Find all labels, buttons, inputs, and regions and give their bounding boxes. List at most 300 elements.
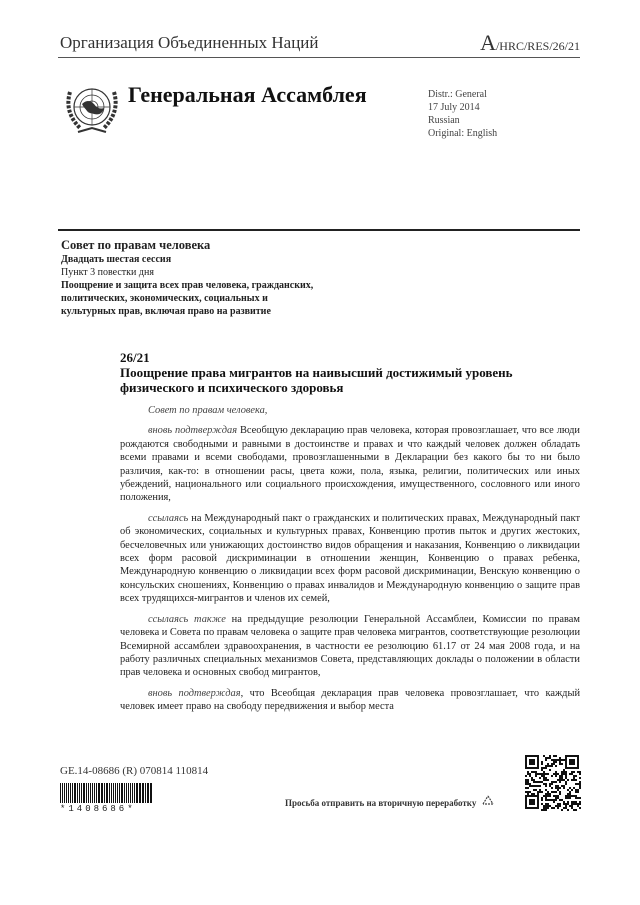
qr-module [543, 775, 545, 777]
qr-module [545, 785, 547, 787]
qr-module [545, 757, 547, 759]
qr-module [541, 773, 543, 775]
barcode-bar [92, 783, 93, 803]
resolution-title: Поощрение права мигрантов на наивысший достижимый уровень физического и психического здоровья [120, 365, 513, 395]
qr-module [575, 783, 577, 785]
qr-module [527, 771, 529, 773]
qr-module [569, 773, 571, 775]
qr-module [551, 765, 553, 767]
barcode-bar [64, 783, 65, 803]
qr-module [553, 773, 555, 775]
qr-module [539, 785, 541, 787]
paragraph [120, 424, 580, 504]
qr-module [573, 771, 575, 773]
qr-module [571, 801, 573, 803]
symbol-rest: /HRC/RES/26/21 [495, 39, 580, 53]
qr-module [547, 793, 549, 795]
barcode-bar [142, 783, 144, 803]
qr-module [573, 777, 575, 779]
qr-module [569, 797, 571, 799]
barcode-bar [130, 783, 132, 803]
qr-module [553, 801, 555, 803]
qr-module [553, 759, 555, 761]
qr-module [577, 797, 579, 799]
qr-module [537, 785, 539, 787]
qr-module [535, 785, 537, 787]
qr-module [573, 803, 575, 805]
resolution-heading [120, 350, 560, 395]
paragraph [120, 613, 580, 680]
paragraph [120, 512, 580, 606]
qr-module [531, 777, 533, 779]
qr-module [531, 779, 533, 781]
qr-module [545, 807, 547, 809]
qr-module [579, 773, 581, 775]
qr-module [531, 771, 533, 773]
agenda-topic: Поощрение и защита всех прав человека, гражданских, политических, экономических, социальных и культурных прав, включая право на развитие [61, 280, 314, 317]
barcode-bar [136, 783, 138, 803]
qr-module [545, 795, 547, 797]
qr-module [555, 787, 557, 789]
barcode-bar [119, 783, 120, 803]
barcode-bar [94, 783, 96, 803]
qr-module [547, 763, 549, 765]
qr-module [571, 779, 573, 781]
barcode-bar [74, 783, 76, 803]
qr-module [557, 789, 559, 791]
barcode-bar [98, 783, 100, 803]
qr-module [579, 783, 581, 785]
qr-module [557, 803, 559, 805]
qr-module [545, 767, 547, 769]
qr-module [547, 773, 549, 775]
barcode-bar [66, 783, 67, 803]
qr-module [545, 783, 547, 785]
qr-module [557, 805, 559, 807]
qr-module [579, 803, 581, 805]
qr-module [541, 781, 543, 783]
qr-module [547, 799, 549, 801]
paragraph-text: , что Всеобщая декларация прав человека провозглашает, что каждый человек имеет право на свободу передвижения и выбор места [120, 687, 581, 713]
qr-module [545, 789, 547, 791]
qr-module [551, 759, 553, 761]
qr-module [541, 775, 543, 777]
qr-module [573, 801, 575, 803]
qr-module [575, 797, 577, 799]
qr-module [565, 805, 567, 807]
qr-module [533, 793, 535, 795]
qr-module [539, 777, 541, 779]
qr-module [541, 797, 543, 799]
qr-module [543, 771, 545, 773]
qr-module [525, 787, 527, 789]
qr-module [579, 781, 581, 783]
qr-module [567, 809, 569, 811]
qr-module [543, 805, 545, 807]
qr-module [561, 771, 563, 773]
qr-module [575, 795, 577, 797]
qr-module [569, 791, 571, 793]
qr-module [527, 793, 529, 795]
qr-module [555, 785, 557, 787]
qr-module [535, 771, 537, 773]
agenda-item: Пункт 3 повестки дня [61, 267, 154, 278]
qr-module [559, 777, 561, 779]
paragraph [120, 687, 580, 714]
resolution-number: 26/21 [120, 350, 150, 365]
qr-module [545, 797, 547, 799]
qr-module [559, 793, 561, 795]
qr-module [575, 779, 577, 781]
barcode-bar [101, 783, 102, 803]
qr-module [579, 785, 581, 787]
qr-module [545, 805, 547, 807]
qr-module [533, 789, 535, 791]
qr-module [545, 759, 547, 761]
qr-module [547, 779, 549, 781]
qr-module [563, 769, 565, 771]
qr-module [561, 779, 563, 781]
qr-module [567, 779, 569, 781]
qr-module [559, 779, 561, 781]
qr-module [545, 793, 547, 795]
qr-module [539, 773, 541, 775]
barcode-bar [60, 783, 61, 803]
qr-module [527, 791, 529, 793]
qr-module [531, 785, 533, 787]
qr-module [573, 775, 575, 777]
qr-module [567, 801, 569, 803]
organization-name: Организация Объединенных Наций [60, 33, 319, 52]
paragraph-text: на Международный пакт о гражданских и политических правах, Международный пакт об экономических, социальных и культурных правах, Конвенцию против пыток и других жестоких, бесчеловечных или унижающих достоинство видов обращения и наказания, Конвенцию о ликвидации всех форм расовой дискриминации в отношении женщин, Конвенцию о правах ребенка, Международную конвенцию о ликвидации всех форм расовой дискриминации, Венскую конвенцию о консульских сношениях, Конвенцию о правах инвалидов и Международную конвенцию о защите прав всех трудящихся-мигрантов и членов их семей, [120, 512, 580, 605]
qr-module [541, 769, 543, 771]
qr-module [555, 771, 557, 773]
qr-module [577, 789, 579, 791]
un-emblem [60, 80, 124, 138]
barcode-bar [117, 783, 118, 803]
qr-module [533, 785, 535, 787]
qr-module [529, 791, 531, 793]
qr-module [531, 793, 533, 795]
qr-module [545, 777, 547, 779]
qr-module [555, 775, 557, 777]
qr-module [553, 807, 555, 809]
qr-module [527, 783, 529, 785]
qr-module [551, 791, 553, 793]
barcode-bar [145, 783, 146, 803]
barcode-bar [124, 783, 126, 803]
qr-module [571, 803, 573, 805]
qr-module [537, 781, 539, 783]
original-language-line: Original: English [428, 128, 498, 139]
qr-module [565, 807, 567, 809]
qr-module [543, 783, 545, 785]
qr-module [543, 807, 545, 809]
qr-module [557, 779, 559, 781]
qr-module [575, 803, 577, 805]
qr-module [571, 773, 573, 775]
qr-module [551, 787, 553, 789]
qr-module [559, 787, 561, 789]
qr-module [527, 787, 529, 789]
qr-module [549, 793, 551, 795]
qr-module [559, 757, 561, 759]
paragraph [120, 404, 580, 417]
qr-module [575, 789, 577, 791]
qr-module [555, 755, 557, 757]
qr-module [539, 789, 541, 791]
council-block [61, 238, 321, 318]
qr-module [549, 769, 551, 771]
barcode-bar [81, 783, 82, 803]
qr-module [579, 771, 581, 773]
barcode-bar [139, 783, 140, 803]
qr-module [545, 809, 547, 811]
qr-module [549, 805, 551, 807]
council-name: Совет по правам человека [61, 238, 211, 252]
qr-module [545, 803, 547, 805]
qr-module [565, 781, 567, 783]
qr-module [573, 795, 575, 797]
barcode-bar [115, 783, 117, 803]
qr-module [551, 781, 553, 783]
qr-module [571, 789, 573, 791]
qr-module [553, 755, 555, 757]
resolution-body [120, 404, 580, 721]
qr-module [529, 785, 531, 787]
recycle-icon [479, 794, 497, 812]
qr-module [555, 799, 557, 801]
qr-module [553, 799, 555, 801]
qr-module [577, 791, 579, 793]
qr-module [559, 763, 561, 765]
symbol-prefix: A [480, 30, 496, 55]
language-line: Russian [428, 115, 460, 126]
qr-module [565, 777, 567, 779]
qr-module [567, 797, 569, 799]
qr-module [563, 803, 565, 805]
qr-module [575, 809, 577, 811]
qr-module [535, 781, 537, 783]
date-line: 17 July 2014 [428, 102, 480, 113]
qr-module [553, 761, 555, 763]
distribution-block [428, 88, 497, 140]
qr-module [565, 795, 567, 797]
qr-module [563, 773, 565, 775]
qr-module [545, 765, 547, 767]
barcode-bar [113, 783, 114, 803]
qr-module [561, 785, 563, 787]
qr-module [529, 773, 531, 775]
barcode-bar [102, 783, 103, 803]
qr-module [559, 805, 561, 807]
qr-module [561, 809, 563, 811]
barcode-bar [132, 783, 133, 803]
qr-module [541, 809, 543, 811]
qr-module [573, 779, 575, 781]
qr-module [549, 755, 551, 757]
barcode-bar [109, 783, 111, 803]
qr-module [527, 779, 529, 781]
qr-module [563, 807, 565, 809]
barcode-bar [128, 783, 129, 803]
qr-module [547, 795, 549, 797]
qr-module [573, 787, 575, 789]
qr-module [541, 763, 543, 765]
qr-module [567, 795, 569, 797]
body-title: Генеральная Ассамблея [128, 82, 367, 107]
barcode-bar [121, 783, 123, 803]
qr-module [533, 779, 535, 781]
qr-module [547, 757, 549, 759]
paragraph-lead: вновь подтверждая [148, 687, 241, 699]
qr-module [541, 803, 543, 805]
qr-module [557, 807, 559, 809]
qr-module [563, 785, 565, 787]
qr-module [525, 779, 527, 781]
qr-module [535, 789, 537, 791]
qr-module [559, 759, 561, 761]
qr-module [569, 793, 571, 795]
qr-module [541, 791, 543, 793]
qr-module [555, 773, 557, 775]
qr-module [553, 763, 555, 765]
header-divider [58, 57, 580, 58]
qr-module [561, 773, 563, 775]
qr-module [555, 805, 557, 807]
barcode-bar [111, 783, 112, 803]
qr-module [543, 755, 545, 757]
paragraph-lead: вновь подтверждая [148, 425, 238, 437]
qr-module [555, 791, 557, 793]
paragraph-text: Всеобщую декларацию прав человека, которая провозглашает, что все люди рождаются свободными и равными в достоинстве и правах и что каждый человек должен обладать всеми правами и всеми свободами, провозглашенными в Декларации без какого бы то ни было различия, как-то: в отношении расы, цвета кожи, пола, языка, религии, политических или иных убеждений, национального или социального происхождения, имущественного, сословного или иного положения, [120, 425, 580, 504]
qr-module [563, 759, 565, 761]
distribution-line: Distr.: General [428, 89, 487, 100]
qr-module [535, 773, 537, 775]
barcode-bar [148, 783, 149, 803]
qr-module [569, 795, 571, 797]
qr-module [561, 775, 563, 777]
qr-module [559, 761, 561, 763]
barcode-bar [72, 783, 73, 803]
paragraph-lead: ссылаясь [148, 512, 189, 524]
qr-module [539, 781, 541, 783]
qr-module [547, 765, 549, 767]
qr-module [575, 791, 577, 793]
recycle-notice [285, 794, 497, 812]
qr-module [559, 791, 561, 793]
qr-module [579, 777, 581, 779]
qr-module [555, 781, 557, 783]
qr-module [535, 775, 537, 777]
qr-module [559, 799, 561, 801]
qr-module [549, 765, 551, 767]
qr-code [525, 755, 581, 811]
qr-module [571, 805, 573, 807]
qr-module [559, 775, 561, 777]
qr-module [547, 805, 549, 807]
qr-module [555, 797, 557, 799]
qr-module [577, 805, 579, 807]
qr-module [557, 797, 559, 799]
barcode-bar [96, 783, 97, 803]
qr-module [527, 773, 529, 775]
qr-module [551, 783, 553, 785]
qr-module [557, 787, 559, 789]
barcode-bar [104, 783, 105, 803]
qr-module [553, 795, 555, 797]
paragraph-lead: Совет по правам человека, [148, 405, 268, 416]
qr-module [545, 779, 547, 781]
qr-module [571, 771, 573, 773]
qr-module [571, 807, 573, 809]
qr-module [563, 771, 565, 773]
qr-module [537, 791, 539, 793]
qr-module [559, 781, 561, 783]
barcode-bar [147, 783, 148, 803]
qr-module [549, 785, 551, 787]
qr-module [545, 773, 547, 775]
thick-divider [58, 229, 580, 231]
qr-module [545, 799, 547, 801]
barcode-bar [83, 783, 85, 803]
qr-module [549, 757, 551, 759]
qr-module [529, 799, 535, 805]
qr-module [563, 779, 565, 781]
qr-module [579, 787, 581, 789]
recycle-text: Просьба отправить на вторичную переработку [285, 798, 477, 808]
qr-module [543, 779, 545, 781]
barcode-bar [134, 783, 135, 803]
barcode-bar [90, 783, 91, 803]
qr-module [561, 763, 563, 765]
qr-module [547, 807, 549, 809]
qr-module [563, 801, 565, 803]
qr-module [543, 767, 545, 769]
barcode-bar [62, 783, 64, 803]
qr-module [555, 761, 557, 763]
qr-module [543, 777, 545, 779]
qr-module [525, 783, 527, 785]
qr-module [579, 801, 581, 803]
qr-module [569, 759, 575, 765]
qr-module [551, 807, 553, 809]
qr-module [561, 777, 563, 779]
qr-module [543, 773, 545, 775]
qr-module [565, 773, 567, 775]
qr-module [565, 783, 567, 785]
qr-module [549, 795, 551, 797]
qr-module [555, 765, 557, 767]
qr-module [525, 781, 527, 783]
paragraph-text: на предыдущие резолюции Генеральной Ассамблеи, Комиссии по правам человека и Совета по правам человека о защите прав человека мигрантов, соответствующие резолюции Всемирной ассамблеи здравоохранения, в частности ее резолюцию 61.17 от 24 мая 2008 года, и на работу различных специальных механизмов Совета, представляющих доклады о положении в области прав человека и основных свобод мигрантов, [120, 613, 581, 679]
qr-module [547, 803, 549, 805]
qr-module [541, 767, 543, 769]
qr-module [549, 783, 551, 785]
qr-module [561, 759, 563, 761]
qr-module [529, 759, 535, 765]
qr-module [547, 791, 549, 793]
qr-module [565, 775, 567, 777]
qr-module [543, 809, 545, 811]
qr-module [567, 789, 569, 791]
qr-module [577, 771, 579, 773]
barcode-bar [86, 783, 88, 803]
barcode-bar [126, 783, 127, 803]
qr-module [557, 759, 559, 761]
qr-module [565, 803, 567, 805]
barcode-bar [79, 783, 80, 803]
